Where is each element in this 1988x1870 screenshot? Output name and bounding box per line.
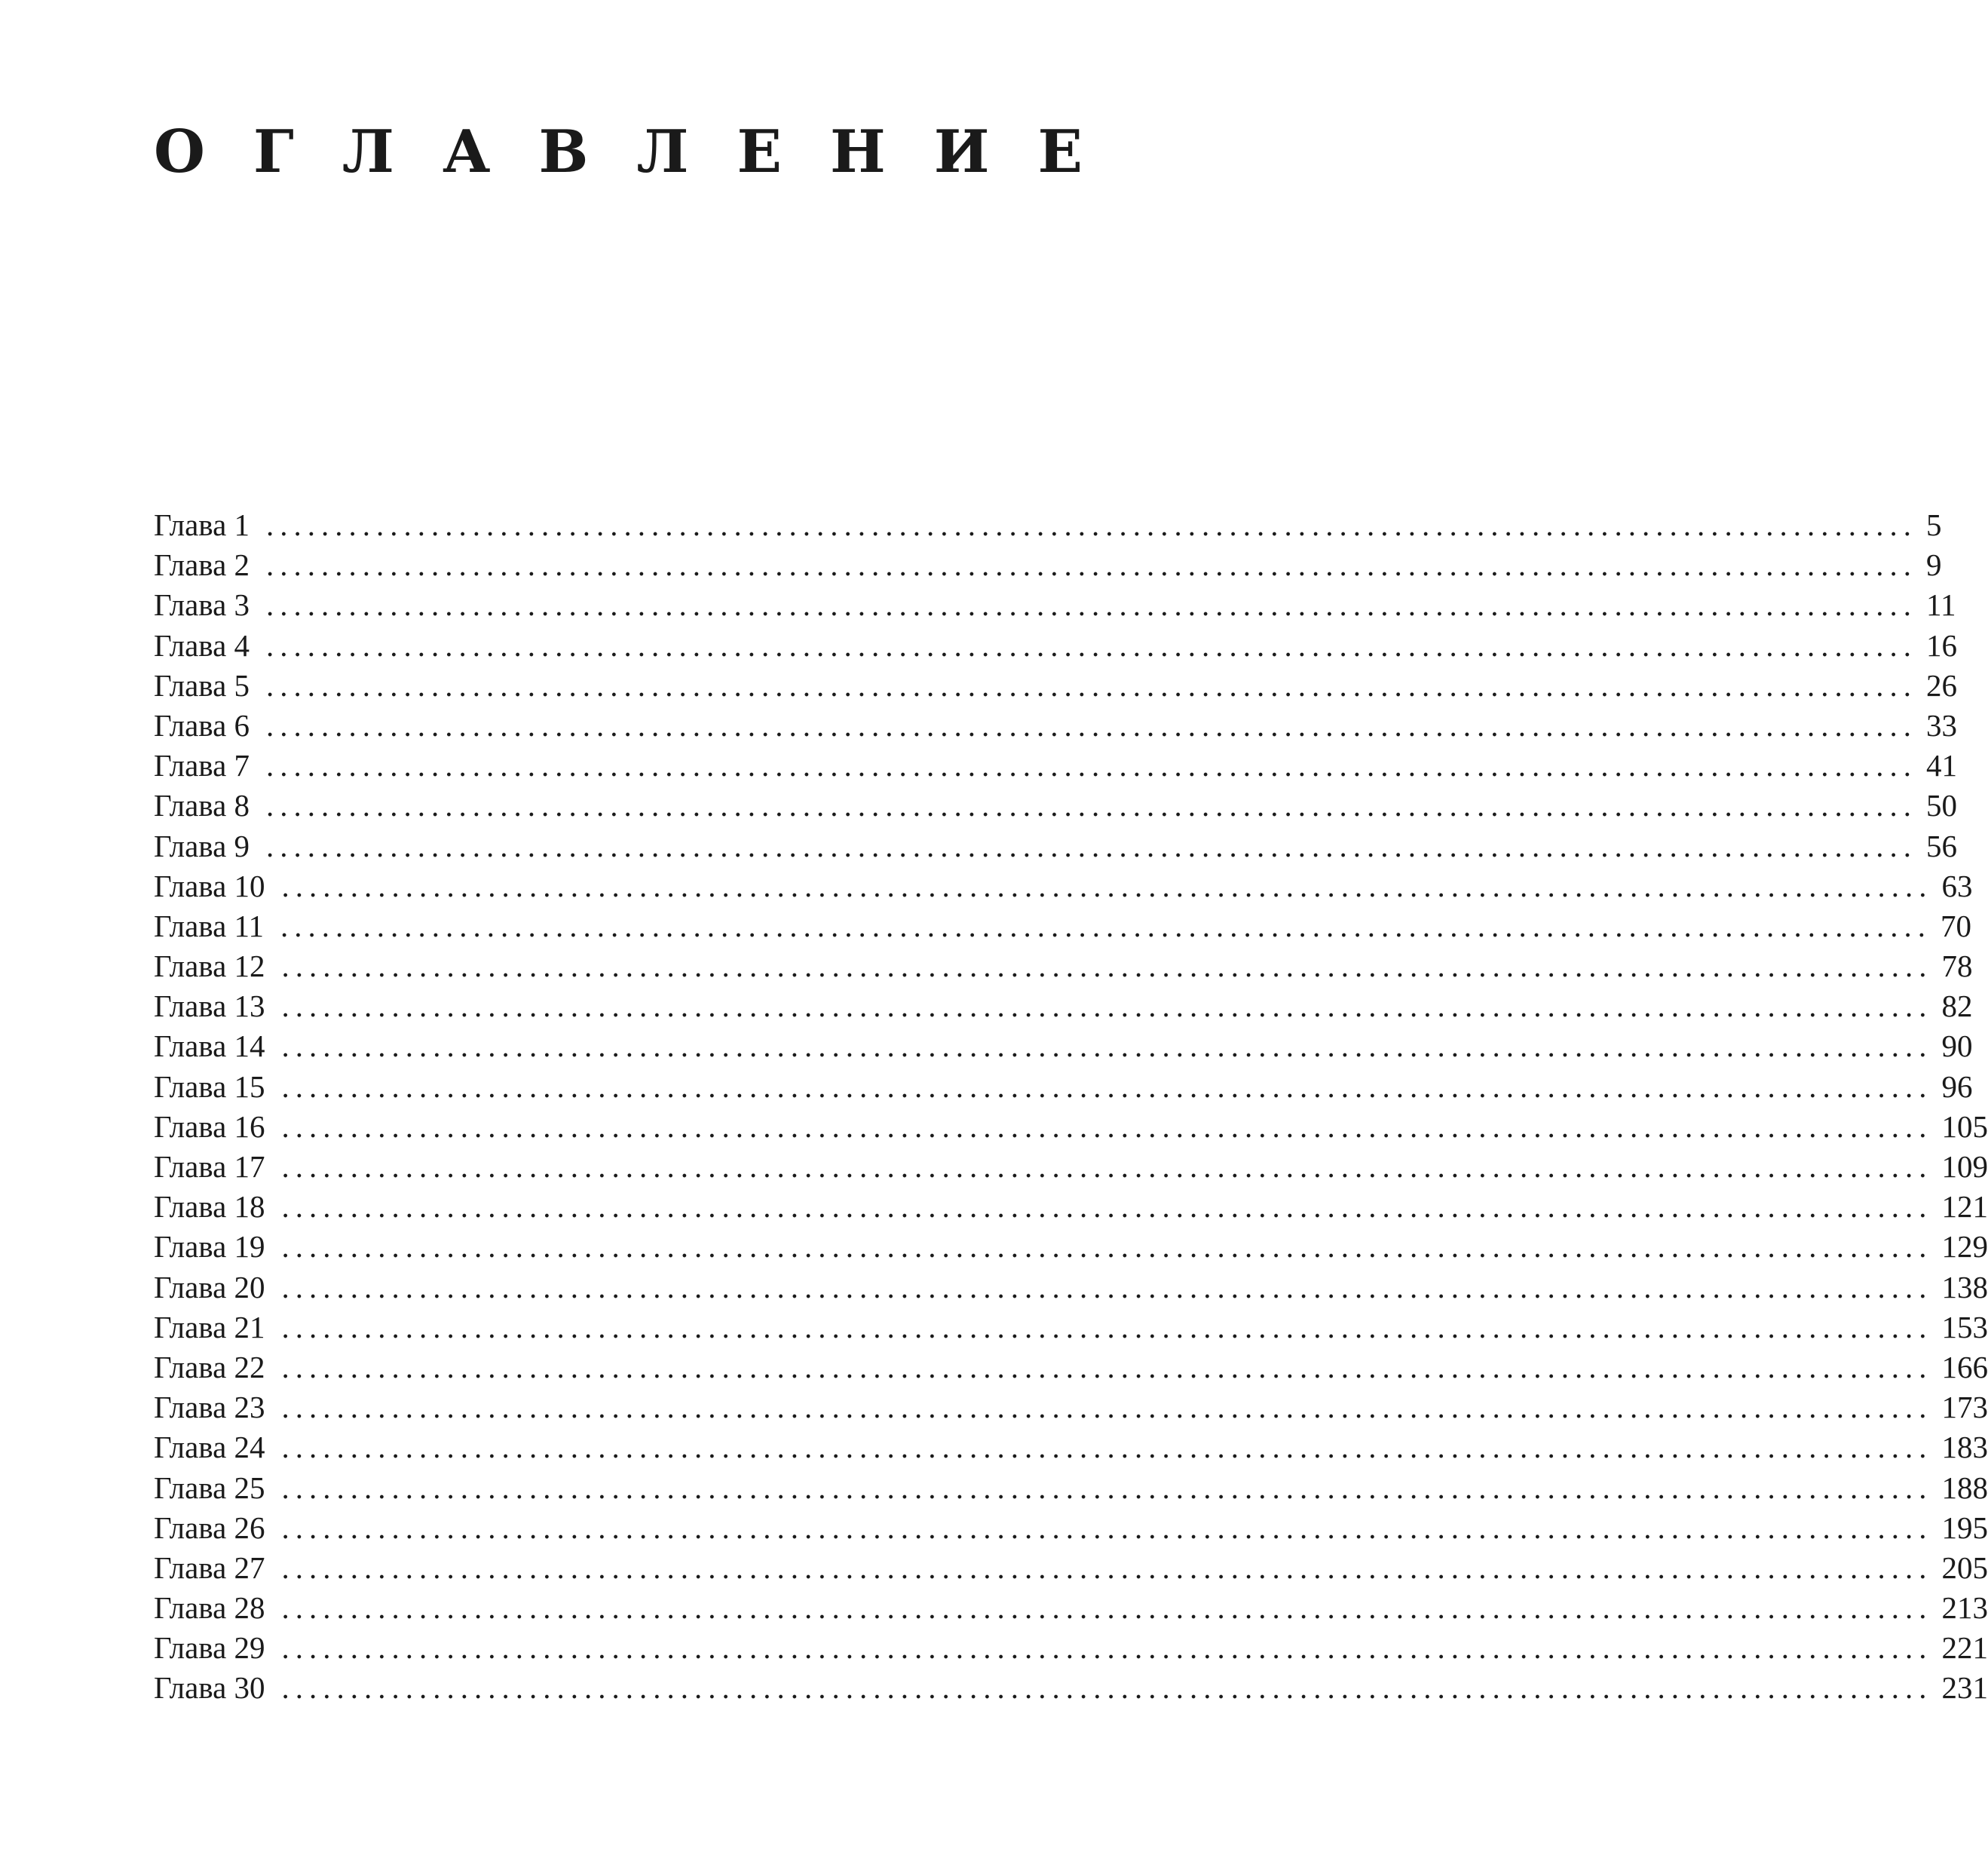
dot-leader: ........................................................................................................................	[281, 1630, 1933, 1666]
chapter-label: Глава 24	[154, 1430, 265, 1465]
toc-entry[interactable]	[154, 1026, 1973, 1066]
dot-leader: ........................................................................................................................	[281, 1068, 1933, 1104]
dot-leader: ........................................................................................................................	[266, 587, 1918, 623]
toc-entry[interactable]	[154, 1588, 1988, 1628]
chapter-label: Глава 19	[154, 1229, 265, 1265]
title-letter: В	[538, 118, 589, 186]
dot-leader: ........................................................................................................................	[266, 547, 1918, 583]
toc-entry[interactable]	[154, 1668, 1988, 1708]
toc-entry[interactable]	[154, 585, 1956, 625]
page-number: 26	[1926, 667, 1958, 703]
chapter-label: Глава 3	[154, 587, 250, 623]
chapter-label: Глава 15	[154, 1068, 265, 1104]
page-number: 9	[1926, 547, 1942, 583]
chapter-label: Глава 18	[154, 1189, 265, 1225]
page-number: 90	[1941, 1028, 1973, 1064]
page-number: 78	[1941, 949, 1973, 984]
toc-entry[interactable]	[154, 545, 1942, 585]
toc-entry[interactable]	[154, 746, 1958, 786]
page-number: 41	[1926, 748, 1958, 783]
toc-entry[interactable]	[154, 1347, 1988, 1387]
toc-entry[interactable]	[154, 505, 1942, 545]
dot-leader: ........................................................................................................................	[281, 989, 1933, 1024]
page-number: 129	[1941, 1229, 1988, 1265]
dot-leader: ........................................................................................................................	[281, 1430, 1933, 1465]
toc-entry[interactable]	[154, 666, 1958, 706]
title-letter: Н	[830, 118, 886, 186]
chapter-label: Глава 8	[154, 788, 250, 823]
dot-leader: ........................................................................................................................	[281, 1309, 1933, 1344]
page-number: 70	[1941, 908, 1972, 943]
chapter-label: Глава 28	[154, 1590, 265, 1626]
title-letter: А	[442, 118, 491, 186]
dot-leader: ........................................................................................................................	[281, 1590, 1933, 1626]
chapter-label: Глава 7	[154, 748, 250, 783]
page-number: 11	[1926, 587, 1956, 623]
toc-entry[interactable]	[154, 986, 1973, 1026]
toc-entry[interactable]	[154, 1227, 1988, 1267]
chapter-label: Глава 26	[154, 1510, 265, 1545]
page-number: 109	[1941, 1149, 1988, 1184]
toc-entry[interactable]	[154, 826, 1958, 866]
chapter-label: Глава 11	[154, 908, 265, 943]
chapter-label: Глава 27	[154, 1550, 265, 1585]
chapter-label: Глава 13	[154, 989, 265, 1024]
chapter-label: Глава 1	[154, 507, 250, 542]
page-number: 5	[1926, 507, 1942, 542]
toc-entry[interactable]	[154, 1307, 1988, 1347]
title-letter: Е	[737, 118, 782, 186]
page-number: 82	[1941, 989, 1973, 1024]
table-of-contents	[154, 505, 1988, 1709]
chapter-label: Глава 25	[154, 1470, 265, 1505]
dot-leader: ........................................................................................................................	[266, 667, 1918, 703]
chapter-label: Глава 2	[154, 547, 250, 583]
toc-entry[interactable]	[154, 1067, 1973, 1107]
dot-leader: ........................................................................................................................	[281, 949, 1933, 984]
toc-entry[interactable]	[154, 1548, 1988, 1588]
chapter-label: Глава 30	[154, 1670, 265, 1706]
title-letter: Л	[636, 118, 689, 186]
dot-leader: ........................................................................................................................	[281, 1510, 1933, 1545]
page-number: 231	[1941, 1670, 1988, 1706]
toc-entry[interactable]	[154, 626, 1958, 666]
dot-leader: ........................................................................................................................	[281, 1670, 1933, 1706]
chapter-label: Глава 22	[154, 1349, 265, 1384]
dot-leader: ........................................................................................................................	[266, 507, 1918, 542]
dot-leader: ........................................................................................................................	[281, 1189, 1933, 1225]
toc-entry[interactable]	[154, 866, 1973, 906]
title-letter: Л	[342, 118, 394, 186]
dot-leader: ........................................................................................................................	[281, 1390, 1933, 1425]
chapter-label: Глава 12	[154, 949, 265, 984]
dot-leader: ........................................................................................................................	[281, 1229, 1933, 1265]
dot-leader: ........................................................................................................................	[281, 1349, 1933, 1384]
page-number: 63	[1941, 868, 1973, 903]
page-number: 138	[1941, 1269, 1988, 1304]
toc-entry[interactable]	[154, 1107, 1988, 1147]
toc-entry[interactable]	[154, 1147, 1988, 1187]
toc-entry[interactable]	[154, 1468, 1988, 1508]
chapter-label: Глава 29	[154, 1630, 265, 1666]
chapter-label: Глава 5	[154, 667, 250, 703]
page-number: 173	[1941, 1390, 1988, 1425]
chapter-label: Глава 14	[154, 1028, 265, 1064]
page-number: 153	[1941, 1309, 1988, 1344]
toc-entry[interactable]	[154, 786, 1958, 826]
dot-leader: ........................................................................................................................	[281, 1149, 1933, 1184]
page-number: 188	[1941, 1470, 1988, 1505]
dot-leader: ........................................................................................................................	[281, 1470, 1933, 1505]
dot-leader: ........................................................................................................................	[266, 707, 1918, 743]
title-letter: Е	[1037, 118, 1083, 186]
chapter-label: Глава 6	[154, 707, 250, 743]
chapter-label: Глава 23	[154, 1390, 265, 1425]
toc-entry[interactable]	[154, 1628, 1988, 1668]
toc-entry[interactable]	[154, 1387, 1988, 1427]
chapter-label: Глава 10	[154, 868, 265, 903]
chapter-label: Глава 17	[154, 1149, 265, 1184]
page-number: 33	[1926, 707, 1958, 743]
dot-leader: ........................................................................................................................	[266, 828, 1918, 863]
page-title	[154, 115, 1083, 190]
toc-entry[interactable]	[154, 1508, 1988, 1548]
page-number: 166	[1941, 1349, 1988, 1384]
dot-leader: ........................................................................................................................	[281, 1028, 1933, 1064]
dot-leader: ........................................................................................................................	[281, 868, 1933, 903]
dot-leader: ........................................................................................................................	[281, 1550, 1933, 1585]
dot-leader: ........................................................................................................................	[281, 1108, 1933, 1144]
dot-leader: ........................................................................................................................	[280, 908, 1932, 943]
toc-entry[interactable]	[154, 706, 1958, 746]
toc-entry[interactable]	[154, 1427, 1988, 1467]
page-number: 195	[1941, 1510, 1988, 1545]
page-number: 121	[1941, 1189, 1988, 1225]
toc-entry[interactable]	[154, 946, 1973, 986]
page-number: 205	[1941, 1550, 1988, 1585]
page-number: 213	[1941, 1590, 1988, 1626]
page-number: 183	[1941, 1430, 1988, 1465]
page-number: 16	[1926, 627, 1958, 663]
chapter-label: Глава 4	[154, 627, 250, 663]
title-letter: О	[154, 118, 205, 186]
page-number: 96	[1941, 1068, 1973, 1104]
chapter-label: Глава 21	[154, 1309, 265, 1344]
chapter-label: Глава 20	[154, 1269, 265, 1304]
title-letter: Г	[253, 118, 294, 186]
chapter-label: Глава 9	[154, 828, 250, 863]
page-number: 221	[1941, 1630, 1988, 1666]
dot-leader: ........................................................................................................................	[266, 627, 1918, 663]
page-number: 56	[1926, 828, 1958, 863]
page-number: 50	[1926, 788, 1958, 823]
dot-leader: ........................................................................................................................	[281, 1269, 1933, 1304]
page-number: 105	[1941, 1108, 1988, 1144]
toc-entry[interactable]	[154, 1187, 1988, 1227]
title-letter: И	[933, 118, 990, 186]
toc-entry[interactable]	[154, 1268, 1988, 1307]
toc-entry[interactable]	[154, 906, 1972, 946]
chapter-label: Глава 16	[154, 1108, 265, 1144]
dot-leader: ........................................................................................................................	[266, 788, 1918, 823]
dot-leader: ........................................................................................................................	[266, 748, 1918, 783]
